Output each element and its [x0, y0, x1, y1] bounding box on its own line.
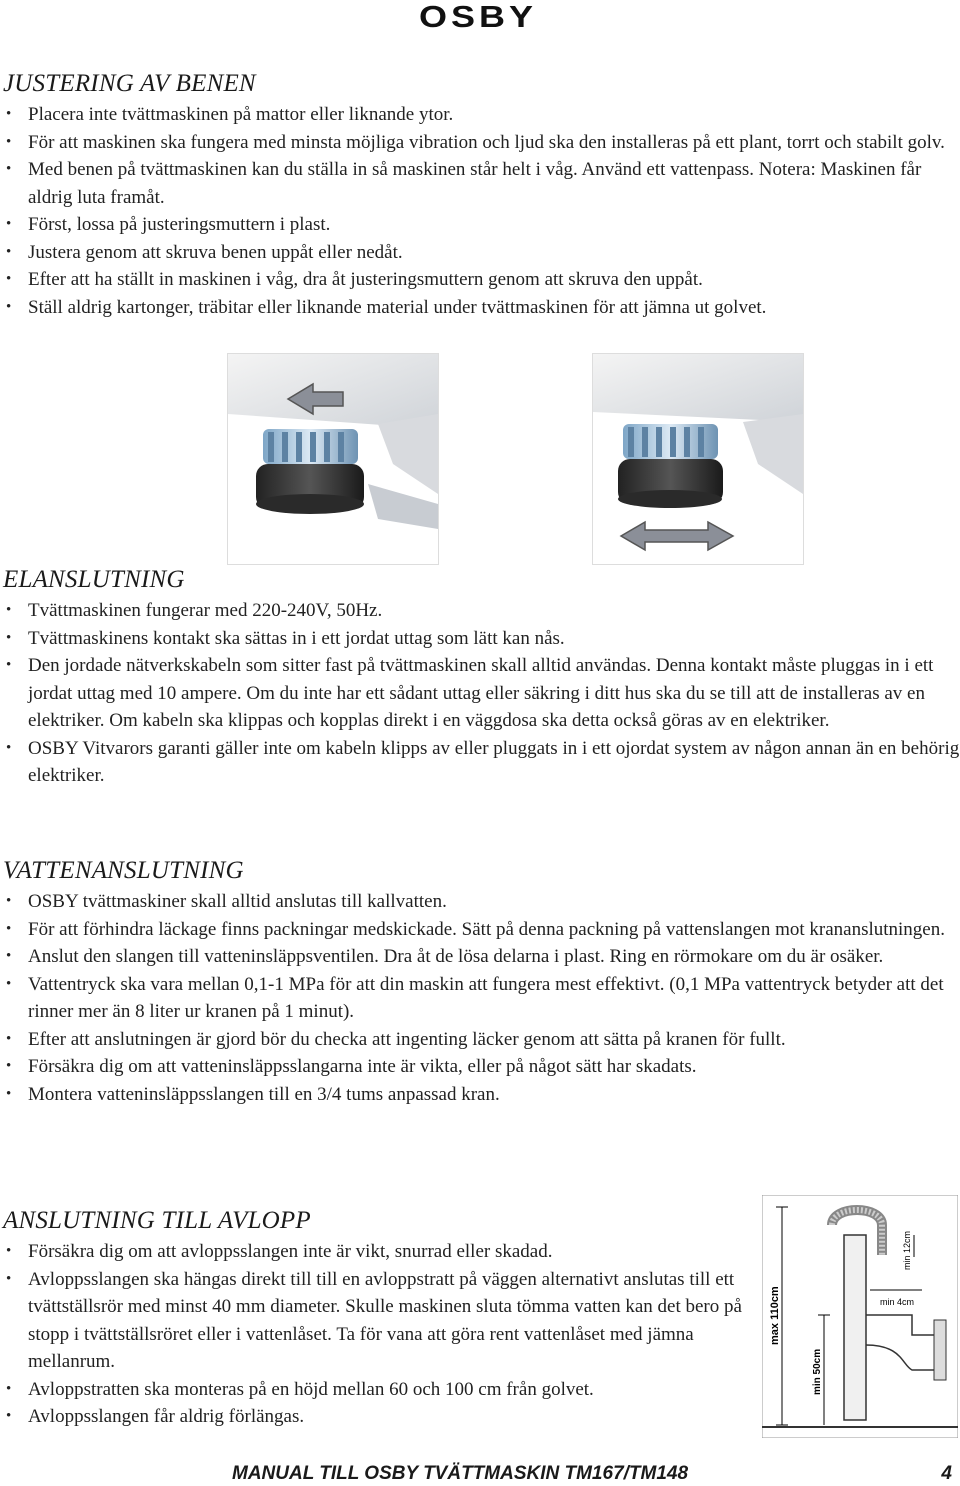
page-number: 4 — [941, 1463, 952, 1484]
section-justering — [0, 70, 960, 321]
footer-title: MANUAL TILL OSBY TVÄTTMASKIN TM167/TM148 — [232, 1463, 689, 1484]
section-elanslutning — [0, 566, 960, 790]
dimension-min50-label: min 50cm — [812, 1348, 823, 1395]
section-title: ELANSLUTNING — [3, 566, 185, 593]
list-item: • OSBY tvättmaskiner skall alltid anslutas till kallvatten. — [0, 888, 960, 916]
list-item: • Efter att anslutningen är gjord bör du checka att ingenting läcker genom att sätta på kranen för fullt. — [0, 1026, 960, 1054]
dimension-max-label: max 110cm — [769, 1286, 781, 1345]
list-item: • För att maskinen ska fungera med minsta möjliga vibration och ljud ska den installeras på ett plant, torrt och stabilt golv. — [0, 129, 960, 157]
page-footer — [0, 1460, 960, 1486]
list-item: • För att förhindra läckage finns packningar medskickade. Sätt på denna packning på vattenslangen mot krananslutningen. — [0, 916, 960, 944]
list-item: • Tvättmaskinens kontakt ska sättas in i ett jordat uttag som lätt kan nås. — [0, 625, 960, 653]
dimension-min4-label: min 4cm — [880, 1297, 915, 1307]
list-item: • Tvättmaskinen fungerar med 220-240V, 50Hz. — [0, 597, 960, 625]
list-item: • Anslut den slangen till vatteninsläppsventilen. Dra åt de lösa delarna i plast. Ring en rörmokare om du är osäker. — [0, 943, 960, 971]
section-title: JUSTERING AV BENEN — [3, 70, 256, 97]
list-item: • Placera inte tvättmaskinen på mattor eller liknande ytor. — [0, 101, 960, 129]
list-item: • OSBY Vitvarors garanti gäller inte om kabeln klipps av eller pluggats in i ett ojordat system av någon annan än en behörig elektriker. — [0, 735, 960, 790]
dimension-min12-label: min 12cm — [902, 1230, 912, 1270]
list-item: • Först, lossa på justeringsmuttern i plast. — [0, 211, 960, 239]
list-item: • Avloppsslangen får aldrig förlängas. — [0, 1403, 758, 1431]
list-item: • Avloppsslangen ska hängas direkt till till en avloppstratt på väggen alternativt anslutas till ett tvättställsrör med minst 40 mm diameter. Skulle maskinen sluta tömma vatten kan det bero på stopp i tvättställsröret eller i vattenlåset. Ta för vana att göra rent vattenlåset med jämna mellanrum. — [0, 1266, 758, 1376]
list-item: • Ställ aldrig kartonger, träbitar eller liknande material under tvättmaskinen för att jämna ut golvet. — [0, 294, 960, 322]
list-item: • Den jordade nätverkskabeln som sitter fast på tvättmaskinen skall alltid användas. Denna kontakt måste pluggas in i ett jordat uttag med 10 ampere. Om du inte har ett sådant uttag eller säkring i ditt hus ska du se till att de installeras av en elektriker. Om kabeln ska klippas och kopplas direkt i en väggdosa ska detta också göras av en elektriker. — [0, 652, 960, 735]
bullet-list — [0, 101, 960, 321]
double-arrow-icon — [621, 522, 733, 550]
drain-diagram — [762, 1195, 958, 1438]
list-item: • Försäkra dig om att vatteninsläppsslangarna inte är vikta, eller på något sätt har skadats. — [0, 1053, 960, 1081]
bullet-list — [0, 597, 960, 790]
list-item: • Försäkra dig om att avloppsslangen inte är vikt, snurrad eller skadad. — [0, 1238, 758, 1266]
list-item: • Avloppstratten ska monteras på en höjd mellan 60 och 100 cm från golvet. — [0, 1376, 758, 1404]
leg-adjust-photo-2 — [592, 353, 804, 565]
list-item: • Justera genom att skruva benen uppåt eller nedåt. — [0, 239, 960, 267]
list-item: • Vattentryck ska vara mellan 0,1-1 MPa för att din maskin att fungera mest effektivt. (0,1 MPa vattentryck betyder att det rinner mer än 8 liter ur kranen på 1 minut). — [0, 971, 960, 1026]
bullet-list — [0, 888, 960, 1108]
list-item: • Montera vatteninsläppsslangen till en 3/4 tums anpassad kran. — [0, 1081, 960, 1109]
leg-adjust-photo-1 — [227, 353, 439, 565]
section-title: ANSLUTNING TILL AVLOPP — [3, 1207, 311, 1234]
list-item: • Med benen på tvättmaskinen kan du ställa in så maskinen står helt i våg. Använd ett vattenpass. Notera: Maskinen får aldrig luta framåt. — [0, 156, 960, 211]
list-item: • Efter att ha ställt in maskinen i våg, dra åt justeringsmuttern genom att skruva den uppåt. — [0, 266, 960, 294]
section-vattenanslutning — [0, 857, 960, 1108]
section-title: VATTENANSLUTNING — [3, 857, 244, 884]
logo-text: OSBY — [419, 0, 537, 32]
osby-logo — [368, 0, 588, 32]
